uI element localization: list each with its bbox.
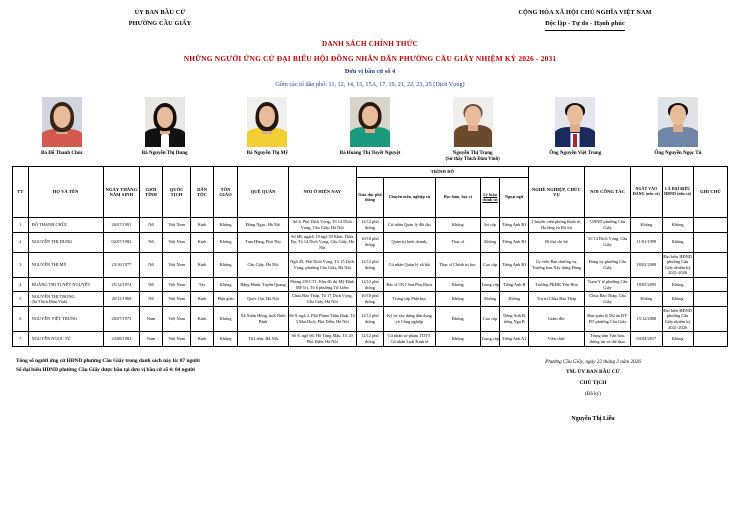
cell-occupation: Giám đốc <box>529 306 585 332</box>
cell-religion: Phật giáo <box>213 292 238 306</box>
candidate-name: NGUYỄN NGỌC TÚ <box>31 336 71 341</box>
col-edu-language: Ngoại ngữ <box>500 178 529 218</box>
candidate-photo-1 <box>14 97 110 163</box>
cell-tt: 1 <box>13 218 29 232</box>
document-footer <box>0 347 740 425</box>
cell-edu-profession: Kỹ sư xây dựng dân dụng và Công nghiệp <box>384 306 436 332</box>
cell-occupation: Bí thư chi bộ <box>529 232 585 252</box>
cell-name <box>28 278 103 292</box>
col-occupation: NGHỀ NGHIỆP, CHỨC VỤ <box>529 167 585 218</box>
cell-is-deputy: Không <box>662 332 693 346</box>
cell-party-date: 11/01/1999 <box>631 232 662 252</box>
candidate-name: NGUYỄN THỊ MỸ <box>31 261 67 267</box>
cell-dob: 23/10/1977 <box>103 252 140 278</box>
table-row <box>13 306 728 332</box>
cell-tt: 5 <box>13 292 29 306</box>
col-education-group: TRÌNH ĐỘ <box>356 167 528 178</box>
cell-edu-general: 10/10 phổ thông <box>356 292 383 306</box>
signature-org: TM. ỦY BAN BẦU CỬ <box>566 368 620 375</box>
cell-party-date: 18/02/2008 <box>631 252 662 278</box>
cell-party-date: 15/12/2008 <box>631 306 662 332</box>
col-hometown: QUÊ QUÁN <box>238 167 288 218</box>
electoral-unit: Đơn vị bầu cử số 4 <box>344 67 396 75</box>
cell-edu-general: 12/12 phổ thông <box>356 278 383 292</box>
signature-signed-note: (Đã ký) <box>585 390 601 397</box>
cell-is-deputy: Đại biểu HĐND phường Cầu Giấy nhiệm kỳ 2021-2026 <box>662 252 693 278</box>
cell-religion: Không <box>213 232 238 252</box>
cell-religion: Không <box>213 278 238 292</box>
cell-religion: Không <box>213 218 238 232</box>
cell-dob: 20/11/1968 <box>103 292 140 306</box>
col-residence: NƠI Ở HIỆN NAY <box>288 167 356 218</box>
col-gender: GIỚI TÍNH <box>140 167 162 218</box>
cell-religion: Không <box>213 332 238 346</box>
cell-workplace: Trung tâm Văn hóa, thông tin và thể thao <box>584 332 630 346</box>
cell-edu-language: Tiếng Anh B1 <box>500 232 529 252</box>
national-heading <box>470 8 700 31</box>
cell-notes <box>693 306 727 332</box>
cell-tt: 2 <box>13 232 29 252</box>
cell-party-date: 03/04/2017 <box>631 332 662 346</box>
cell-edu-general: 12/12 phổ thông <box>356 218 383 232</box>
col-edu-politics: Lý luận chính trị <box>480 178 500 218</box>
document-header <box>0 0 740 31</box>
cell-edu-politics: Trung cấp <box>480 332 500 346</box>
cell-hometown: Xã Xuân Hồng, tỉnh Ninh Bình <box>238 306 288 332</box>
cell-name <box>28 306 103 332</box>
cell-name <box>28 232 103 252</box>
table-row <box>13 292 728 306</box>
candidate-caption: Bà Nguyễn Thị Mỹ <box>246 150 288 157</box>
cell-occupation: Trụ trì Chùa Bảo Tháp <box>529 292 585 306</box>
cell-gender: Nam <box>140 306 162 332</box>
candidate-photo-3 <box>219 97 315 163</box>
cell-hometown: Bằng Hành, Tuyên Quang <box>238 278 288 292</box>
cell-edu-profession: Cử nhân Quản lý đất đai <box>384 218 436 232</box>
cell-gender: Nữ <box>140 218 162 232</box>
candidate-photo-6 <box>527 97 623 163</box>
cell-name <box>28 218 103 232</box>
table-body <box>13 218 728 346</box>
cell-gender: Nữ <box>140 292 162 306</box>
table-row <box>13 332 728 346</box>
signature-block <box>488 357 698 425</box>
portrait-image <box>42 97 82 147</box>
cell-is-deputy: Không <box>662 292 693 306</box>
signature-role: CHỦ TỊCH <box>579 379 607 386</box>
cell-workplace: Ban quản lý Dự án ĐT-ĐT phường Cầu Giấy <box>584 306 630 332</box>
candidate-caption-main: Nguyễn Thị Trọng <box>452 150 493 157</box>
candidate-photo-7 <box>630 97 726 163</box>
candidate-name: NGUYỄN THỊ TRỌNG <box>31 293 75 299</box>
col-party-date: NGÀY VÀO ĐẢNG (nếu có) <box>631 167 662 218</box>
cell-workplace: Trạm Y tế phường Cầu Giấy <box>584 278 630 292</box>
cell-ethnicity: Kinh <box>191 292 213 306</box>
cell-hometown: Tam Hồng, Phú Thọ <box>238 232 288 252</box>
cell-workplace: Chùa Bảo Tháp, Cầu Giấy <box>584 292 630 306</box>
cell-edu-degree: Không <box>435 306 480 332</box>
authority-line-1: ỦY BAN BẦU CỬ <box>134 9 186 16</box>
table-row <box>13 252 728 278</box>
candidate-table-wrapper <box>0 163 740 346</box>
cell-edu-language: Tiếng Anh B <box>500 278 529 292</box>
candidate-photo-2 <box>117 97 213 163</box>
candidate-caption: Ông Nguyễn Việt Trung <box>549 150 602 157</box>
cell-edu-politics: Không <box>480 232 500 252</box>
cell-edu-degree: Thạc sĩ Chính trị học <box>435 252 480 278</box>
cell-hometown: Đông Ngạc, Hà Nội <box>238 218 288 232</box>
cell-edu-degree: Thạc sĩ <box>435 232 480 252</box>
cell-party-date: Không <box>631 292 662 306</box>
cell-religion: Không <box>213 306 238 332</box>
col-religion: TÔN GIÁO <box>213 167 238 218</box>
candidate-name: NGUYỄN THỊ DUNG <box>31 239 73 245</box>
cell-edu-language: Tiếng Anh A2 <box>500 332 529 346</box>
candidate-name-sub: (Sư Thích Đàm Vinh) <box>31 299 68 305</box>
national-name: CỘNG HÒA XÃ HỘI CHỦ NGHĨA VIỆT NAM <box>518 9 652 16</box>
portrait-image <box>658 97 698 147</box>
cell-name <box>28 332 103 346</box>
cell-edu-language: Tiếng Anh B1 <box>500 218 529 232</box>
candidate-name: HOÀNG THỊ TUYẾT NGUYỆT <box>31 281 91 287</box>
col-is-deputy: LÀ ĐẠI BIỂU HĐND (nếu có) <box>662 167 693 218</box>
cell-dob: 02/07/1982 <box>103 232 140 252</box>
cell-notes <box>693 292 727 306</box>
cell-ethnicity: Tày <box>191 278 213 292</box>
cell-edu-degree: Không <box>435 292 480 306</box>
cell-workplace: Tổ 14 Dịch Vọng, Cầu Giấy <box>584 232 630 252</box>
title-line-2: NHỮNG NGƯỜI ỨNG CỬ ĐẠI BIỂU HỘI ĐỒNG NHÂN DÂN PHƯỜNG CẦU GIẤY NHIỆM KỲ 2026 - 2031 <box>183 53 557 63</box>
cell-residence: Số 6B, ngách 10 ngõ 59 Khúc Thừa Dụ, Tổ 14 Dịch Vọng, Cầu Giấy, Hà Nội <box>288 232 356 252</box>
cell-party-date: Không <box>631 218 662 232</box>
signature-name: Nguyễn Thị Liễu <box>571 415 615 422</box>
cell-ethnicity: Kinh <box>191 252 213 278</box>
cell-edu-general: 12/12 phổ thông <box>356 332 383 346</box>
issuing-authority <box>70 8 250 31</box>
col-name: HỌ VÀ TÊN <box>28 167 103 218</box>
cell-nationality: Việt Nam <box>162 292 191 306</box>
cell-edu-general: 10/10 phổ thông <box>356 232 383 252</box>
cell-notes <box>693 252 727 278</box>
cell-edu-general: 12/12 phổ thông <box>356 252 383 278</box>
cell-gender: Nữ <box>140 252 162 278</box>
cell-edu-language: Không <box>500 292 529 306</box>
cell-hometown: Từ Liêm, Hà Nội <box>238 332 288 346</box>
cell-nationality: Việt Nam <box>162 252 191 278</box>
candidate-name: NGUYỄN VIỆT TRUNG <box>31 316 78 322</box>
cell-edu-profession: Cử nhân sư phạm TDTT, Cử nhân Luật Kinh tế <box>384 332 436 346</box>
document-title-block <box>0 38 740 91</box>
cell-notes <box>693 218 727 232</box>
cell-edu-politics: Cao cấp <box>480 252 500 278</box>
candidate-caption: Bà Đỗ Thanh Chúc <box>41 150 83 157</box>
cell-edu-profession: Bác sĩ CK1 Sản Phụ Khoa <box>384 278 436 292</box>
cell-edu-language: Tiếng Anh B1 <box>500 252 529 278</box>
cell-gender: Nữ <box>140 232 162 252</box>
cell-tt: 7 <box>13 332 29 346</box>
cell-ethnicity: Kinh <box>191 332 213 346</box>
cell-dob: 26/07/1991 <box>103 218 140 232</box>
cell-edu-politics: Sơ cấp <box>480 218 500 232</box>
cell-edu-profession: Cử nhân Quản lý xã hội <box>384 252 436 278</box>
col-notes: GHI CHÚ <box>693 167 727 218</box>
candidate-photo-strip <box>0 91 740 163</box>
cell-residence: Số 9, ngõ 2, Phố Phạm Thận Duật, Tổ 3 Mai Dịch, Phú Diễn, Hà Nội <box>288 306 356 332</box>
portrait-image <box>145 97 185 147</box>
cell-religion: Không <box>213 252 238 278</box>
cell-notes <box>693 278 727 292</box>
cell-edu-language: Tiếng Anh B, tiếng Nga B <box>500 306 529 332</box>
cell-name <box>28 252 103 278</box>
cell-nationality: Việt Nam <box>162 278 191 292</box>
candidate-name: ĐỖ THANH CHÚC <box>31 222 68 228</box>
candidate-caption: Ông Nguyễn Ngọc Tú <box>654 150 702 157</box>
cell-edu-politics: Không <box>480 292 500 306</box>
cell-edu-profession: Quản trị kinh doanh, <box>384 232 436 252</box>
cell-occupation: Chuyên viên phòng Kinh tế, Hạ tầng và Đô thị <box>529 218 585 232</box>
cell-gender: Nam <box>140 332 162 346</box>
portrait-image <box>247 97 287 147</box>
cell-ethnicity: Kinh <box>191 232 213 252</box>
cell-hometown: Quốc Oai, Hà Nội <box>238 292 288 306</box>
signature-date: Phường Cầu Giấy, ngày 22 tháng 2 năm 2026 <box>545 358 641 365</box>
cell-nationality: Việt Nam <box>162 218 191 232</box>
cell-edu-politics: Cao cấp <box>480 306 500 332</box>
cell-is-deputy: Không <box>662 218 693 232</box>
cell-tt: 4 <box>13 278 29 292</box>
cell-occupation: Trưởng PKĐK Yên Hòa <box>529 278 585 292</box>
cell-edu-degree: Không <box>435 332 480 346</box>
candidate-caption: Bà Nguyễn Thị Dung <box>141 150 188 157</box>
cell-residence: Ngõ 29, Phố Dịch Vọng, Tổ 15 Dịch Vọng, phường Cầu Giấy, Hà Nội <box>288 252 356 278</box>
col-edu-profession: Chuyên môn, nghiệp vụ <box>384 178 436 218</box>
candidate-caption <box>425 150 521 163</box>
cell-gender: Nữ <box>140 278 162 292</box>
col-dob: NGÀY THÁNG NĂM SINH <box>103 167 140 218</box>
table-header <box>13 167 728 218</box>
cell-dob: 23/08/1982 <box>103 332 140 346</box>
cell-workplace: UBND phường Cầu Giấy <box>584 218 630 232</box>
col-ethnicity: DÂN TỘC <box>191 167 213 218</box>
portrait-image <box>350 97 390 147</box>
cell-is-deputy: Không <box>662 278 693 292</box>
cell-notes <box>693 232 727 252</box>
cell-name <box>28 292 103 306</box>
cell-edu-degree: Không <box>435 278 480 292</box>
col-nationality: QUỐC TỊCH <box>162 167 191 218</box>
col-workplace: NƠI CÔNG TÁC <box>584 167 630 218</box>
cell-ethnicity: Kinh <box>191 218 213 232</box>
candidate-photo-5 <box>425 97 521 163</box>
col-edu-degree: Học hàm, học vị <box>435 178 480 218</box>
header-row-group <box>13 167 728 178</box>
cell-notes <box>693 332 727 346</box>
candidate-photo-4 <box>322 97 418 163</box>
cell-occupation: Viên chức <box>529 332 585 346</box>
cell-residence: Phòng 201CT1, Khu đô thị Mỹ Đình Mễ Trì, Tổ 6 phường Từ Liêm <box>288 278 356 292</box>
cell-nationality: Việt Nam <box>162 332 191 346</box>
cell-workplace: Đảng ủy phường Cầu Giấy <box>584 252 630 278</box>
national-motto: Độc lập - Tự do - Hạnh phúc <box>545 19 625 31</box>
title-line-1: DANH SÁCH CHÍNH THỨC <box>321 40 419 49</box>
cell-nationality: Việt Nam <box>162 306 191 332</box>
portrait-image <box>555 97 595 147</box>
residential-groups: Gồm các tổ dân phố: 11, 12, 14, 15, 15A, 17, 19, 21, 22, 23, 25 (Dịch Vọng) <box>275 80 465 88</box>
cell-tt: 3 <box>13 252 29 278</box>
candidate-caption: Bà Hoàng Thị Tuyết Nguyệt <box>339 150 401 157</box>
cell-edu-degree: Không <box>435 218 480 232</box>
authority-line-2: PHƯỜNG CẦU GIẤY <box>128 19 192 27</box>
cell-is-deputy: Đại biểu HĐND phường Cầu Giấy nhiệm kỳ 2021-2026 <box>662 306 693 332</box>
table-row <box>13 232 728 252</box>
cell-edu-profession: Trung cấp Phật học <box>384 292 436 306</box>
col-edu-general: Giáo dục phổ thông <box>356 178 383 218</box>
cell-party-date: 18/05/2005 <box>631 278 662 292</box>
portrait-image <box>453 97 493 147</box>
cell-edu-general: 12/12 phổ thông <box>356 306 383 332</box>
candidate-table <box>12 166 728 346</box>
col-tt: TT <box>13 167 29 218</box>
cell-tt: 6 <box>13 306 29 332</box>
cell-hometown: Cầu Giấy, Hà Nội <box>238 252 288 278</box>
cell-nationality: Việt Nam <box>162 232 191 252</box>
cell-residence: Chùa Bảo Tháp, Tổ 17 Dịch Vọng, Cầu Giấy, Hà Nội <box>288 292 356 306</box>
table-row <box>13 218 728 232</box>
cell-is-deputy: Không <box>662 232 693 252</box>
cell-residence: Số 8, ngõ 66, Hồ Tùng Mậu, Tổ 20 Phú Diễn, Hà Nội <box>288 332 356 346</box>
total-candidates: Tổng số người ứng cử HĐND phường Cầu Giấy trong danh sách này là: 07 người <box>16 357 200 364</box>
summary-block <box>16 357 200 425</box>
table-row <box>13 278 728 292</box>
cell-dob: 26/07/1973 <box>103 306 140 332</box>
cell-ethnicity: Kinh <box>191 306 213 332</box>
cell-residence: Số 6, Phố Dịch Vọng, Tổ 14 Dịch Vọng, Cầu Giấy, Hà Nội <box>288 218 356 232</box>
cell-occupation: Ủy viên Ban thường vụ, Trưởng ban Xây dựng Đảng <box>529 252 585 278</box>
cell-dob: 25/12/1974 <box>103 278 140 292</box>
candidate-caption-sub: (Sư thầy Thích Đàm Vinh) <box>445 157 500 163</box>
cell-edu-politics: Trung cấp <box>480 278 500 292</box>
seats-to-elect: Số đại biểu HĐND phường Cầu Giấy được bầu tại đơn vị bầu cử số 4: 04 người <box>16 367 195 374</box>
